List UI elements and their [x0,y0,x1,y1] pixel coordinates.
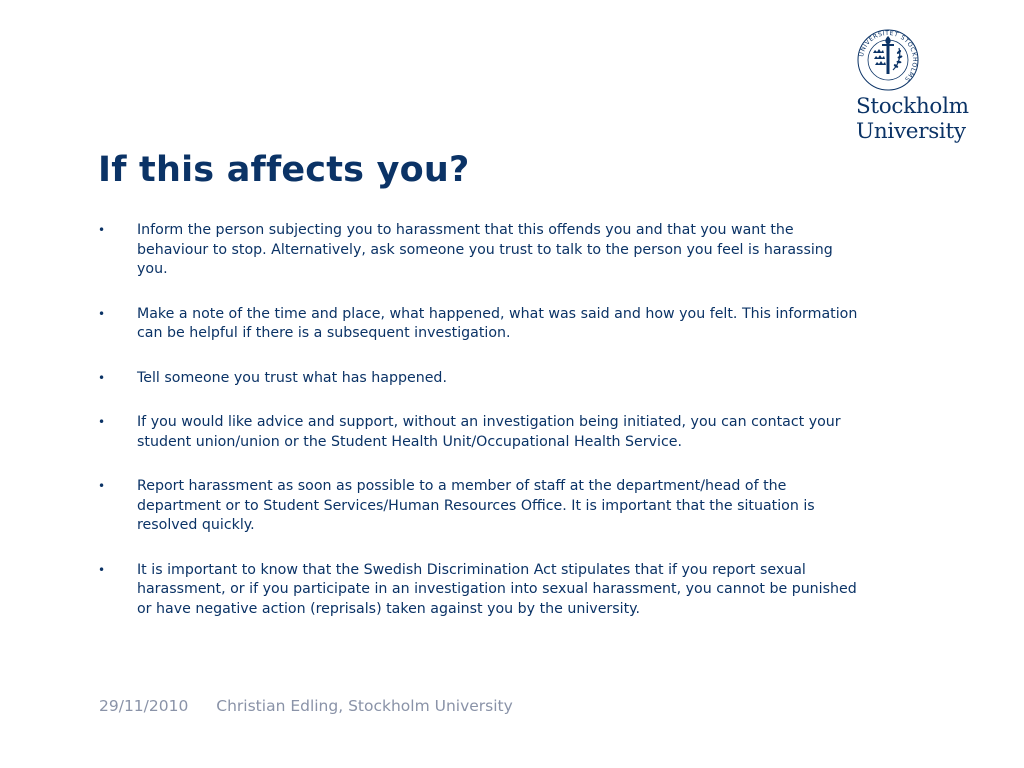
stockholm-university-logo [853,28,983,148]
bullet-text: Report harassment as soon as possible to a member of staff at the department/head of the department or to Student Services/Human Resources Office. It is important that the situation is resolved quickly. [137,478,815,533]
footer-author: Christian Edling, Stockholm University [216,697,513,715]
bullet-item [98,369,858,389]
svg-text:UNIVERSITET STOCKHOLMS: UNIVERSITET STOCKHOLMS [858,29,919,83]
bullet-item [98,561,858,620]
bullet-text: If you would like advice and support, without an investigation being initiated, you can contact your student union/union or the Student Health Unit/Occupational Health Service. [137,414,841,450]
bullet-item [98,477,858,536]
bullet-text: Inform the person subjecting you to harassment that this offends you and that you want the behaviour to stop. Alternatively, ask someone you trust to talk to the person you feel is harassing you. [137,222,833,277]
bullet-dot: • [98,370,106,385]
slide-footer [99,697,513,715]
bullet-text: It is important to know that the Swedish Discrimination Act stipulates that if you report sexual harassment, or if you participate in an investigation into sexual harassment, you cannot be punished or have negative action (reprisals) taken against you by the university. [137,561,857,617]
bullet-text: Tell someone you trust what has happened. [137,369,447,386]
bullet-item [98,221,858,280]
logo-wordmark-line2: University [856,119,966,144]
bullet-item [98,413,858,452]
bullet-dot: • [98,223,106,237]
bullet-dot: • [98,415,106,429]
bullet-list [98,221,858,644]
bullet-dot: • [98,306,106,321]
bullet-dot: • [98,562,106,577]
logo-wordmark-line1: Stockholm [856,94,969,119]
bullet-item [98,305,858,344]
slide-title: If this affects you? [98,150,470,190]
bullet-text: Make a note of the time and place, what happened, what was said and how you felt. This information can be helpful if there is a subsequent investigation. [137,305,858,341]
bullet-dot: • [98,479,106,493]
footer-date: 29/11/2010 [99,697,189,715]
stockholm-university-seal-icon [853,28,923,92]
